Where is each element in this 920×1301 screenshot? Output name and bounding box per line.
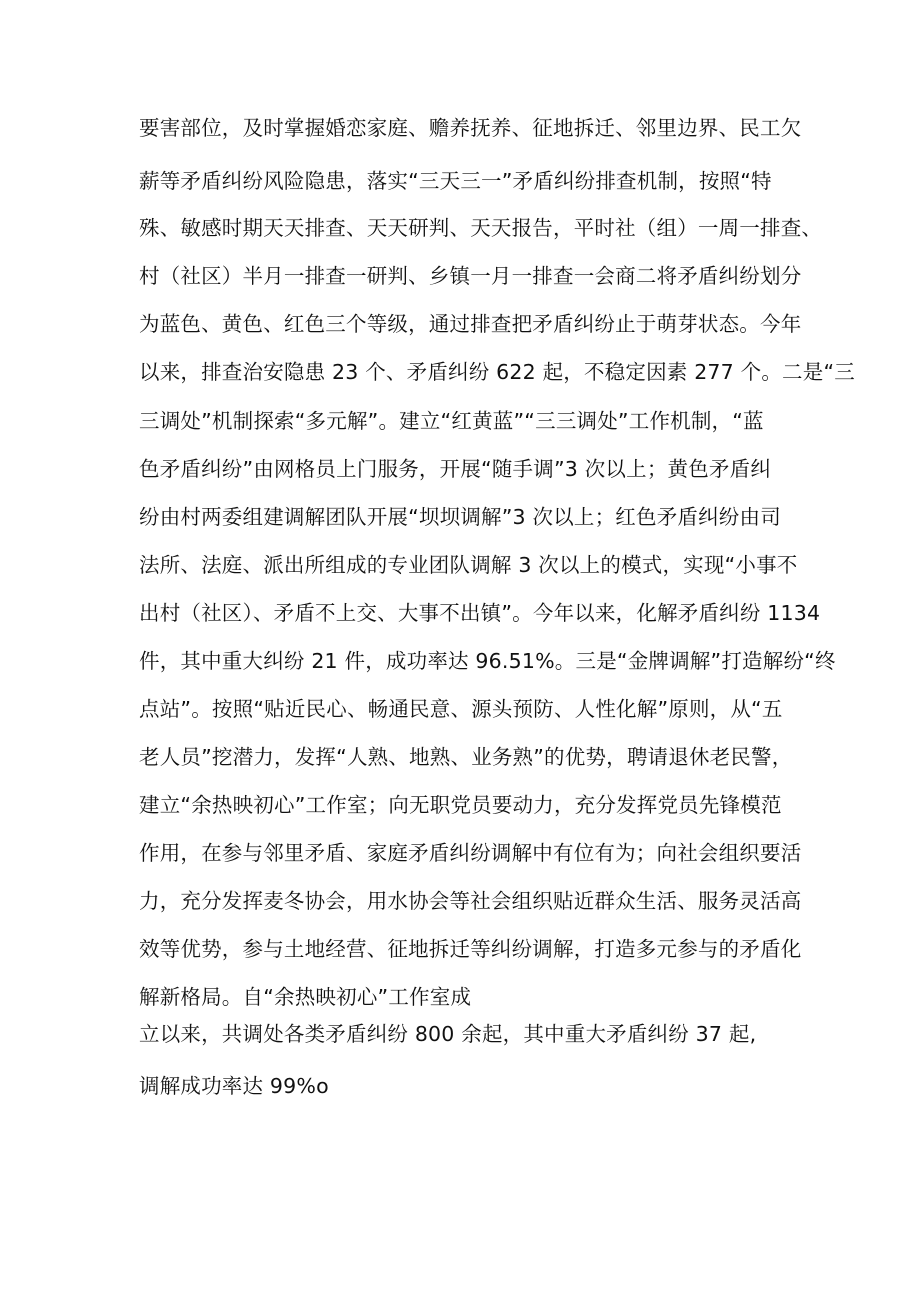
body-text-line: 力，充分发挥麦冬协会，用水协会等社会组织贴近群众生活、服务灵活高 xyxy=(139,889,802,913)
body-text-line: 点站”。按照“贴近民心、畅通民意、源头预防、人性化解”原则，从“五 xyxy=(139,697,783,721)
body-text-line: 为蓝色、黄色、红色三个等级，通过排查把矛盾纠纷止于萌芽状态。今年 xyxy=(139,312,802,336)
body-text-line: 要害部位，及时掌握婚恋家庭、赡养抚养、征地拆迁、邻里边界、民工欠 xyxy=(139,116,802,140)
body-text-line: 薪等矛盾纠纷风险隐患，落实“三天三一”矛盾纠纷排查机制，按照“特 xyxy=(139,169,772,193)
body-text-line: 纷由村两委组建调解团队开展“坝坝调解”3 次以上；红色矛盾纠纷由司 xyxy=(139,505,781,529)
body-text-line: 调解成功率达 99%o xyxy=(139,1074,329,1098)
body-text-line: 以来，排查治安隐患 23 个、矛盾纠纷 622 起，不稳定因素 277 个。二是“三 xyxy=(139,360,855,384)
body-text-line: 作用，在参与邻里矛盾、家庭矛盾纠纷调解中有位有为；向社会组织要活 xyxy=(139,841,802,865)
body-text-line: 解新格局。自“余热映初心”工作室成 xyxy=(139,985,472,1009)
body-text-line: 法所、法庭、派出所组成的专业团队调解 3 次以上的模式，实现“小事不 xyxy=(139,553,798,577)
body-text-line: 色矛盾纠纷”由网格员上门服务，开展“随手调”3 次以上；黄色矛盾纠 xyxy=(139,457,772,481)
body-text-line: 出村（社区）、矛盾不上交、大事不出镇”。今年以来，化解矛盾纠纷 1134 xyxy=(139,601,821,625)
body-text-line: 件，其中重大纠纷 21 件，成功率达 96.51%。三是“金牌调解”打造解纷“终 xyxy=(139,649,836,673)
body-text-line: 老人员”挖潜力，发挥“人熟、地熟、业务熟”的优势，聘请退休老民警， xyxy=(139,745,793,769)
body-text-line: 立以来，共调处各类矛盾纠纷 800 余起，其中重大矛盾纠纷 37 起, xyxy=(139,1022,757,1046)
body-text-line: 村（社区）半月一排查一研判、乡镇一月一排查一会商二将矛盾纠纷划分 xyxy=(139,264,802,288)
body-text-line: 殊、敏感时期天天排查、天天研判、天天报告，平时社（组）一周一排查、 xyxy=(139,216,823,240)
body-text-line: 效等优势，参与土地经营、征地拆迁等纠纷调解，打造多元参与的矛盾化 xyxy=(139,937,802,961)
body-text-line: 三调处”机制探索“多元解”。建立“红黄蓝”“三三调处”工作机制，“蓝 xyxy=(139,409,764,433)
body-text-line: 建立“余热映初心”工作室；向无职党员要动力，充分发挥党员先锋模范 xyxy=(139,793,782,817)
